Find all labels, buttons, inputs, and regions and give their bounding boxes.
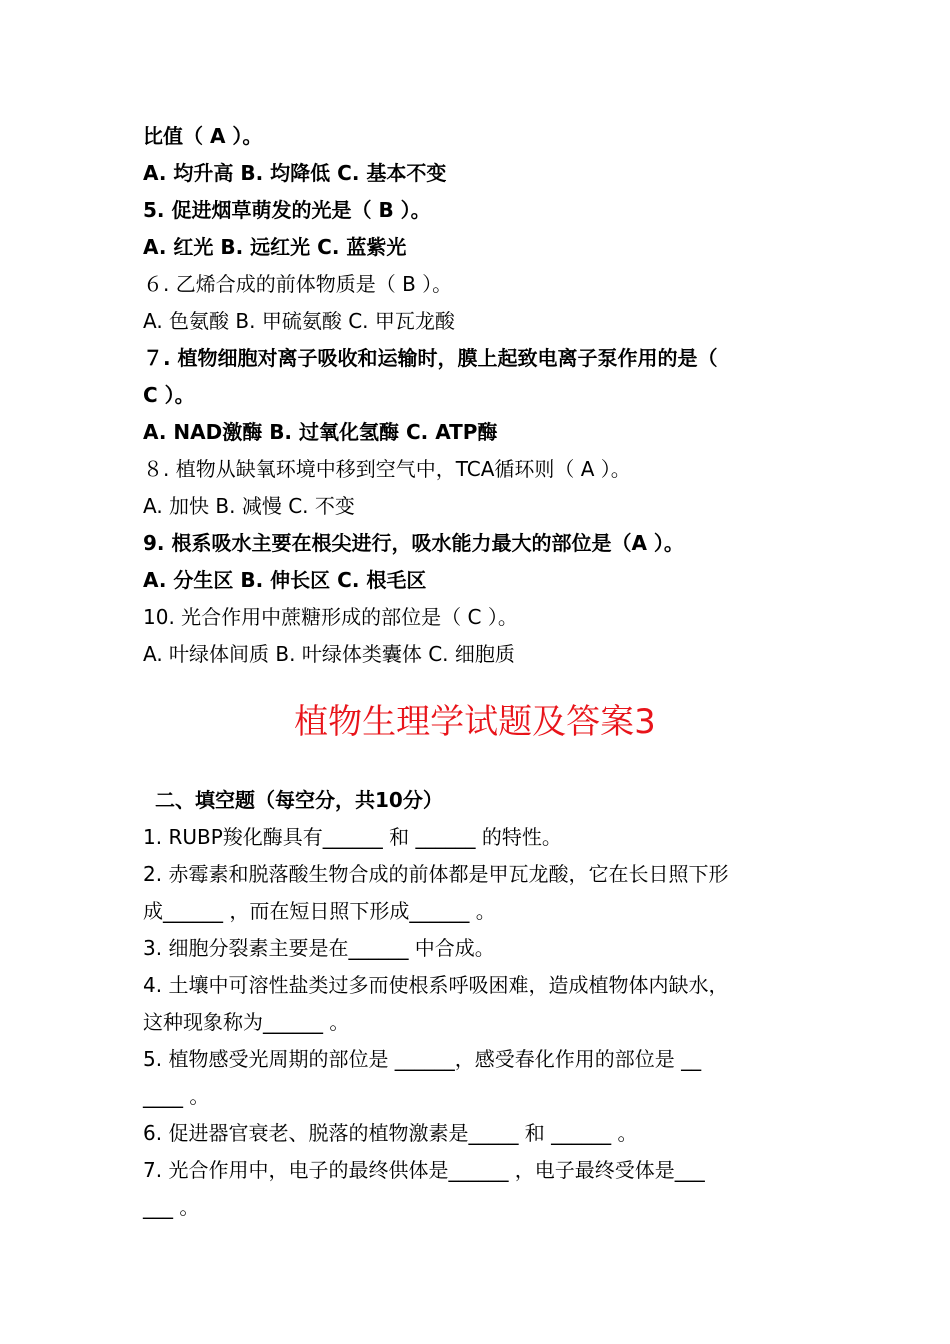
- question-6: ６. 乙烯合成的前体物质是（ B ）。: [143, 272, 453, 296]
- fill-in-section: [143, 782, 823, 1226]
- question-7: ７. 植物细胞对离子吸收和运输时，膜上起致电离子泵作用的是（: [143, 346, 718, 370]
- fill-question-1: 1. RUBP羧化酶具有______ 和 ______ 的特性。: [143, 825, 562, 849]
- question-10: 10. 光合作用中蔗糖形成的部位是（ C ）。: [143, 605, 518, 629]
- option-line: A. NAD激酶 B. 过氧化氢酶 C. ATP酶: [143, 420, 498, 444]
- section-heading: 二、填空题（每空分，共10分）: [155, 788, 443, 812]
- document-title: 植物生理学试题及答案3: [294, 702, 656, 742]
- fill-question-6: 6. 促进器官衰老、脱落的植物激素是_____ 和 ______ 。: [143, 1121, 638, 1145]
- text-line: 比值（ A ）。: [143, 124, 263, 148]
- fill-question-3: 3. 细胞分裂素主要是在______ 中合成。: [143, 936, 495, 960]
- option-line: A. 叶绿体间质 B. 叶绿体类囊体 C. 细胞质: [143, 642, 515, 666]
- question-8: ８. 植物从缺氧环境中移到空气中，TCA循环则（ A ）。: [143, 457, 631, 481]
- question-5: 5. 促进烟草萌发的光是（ B ）。: [143, 198, 431, 222]
- option-line: A. 加快 B. 减慢 C. 不变: [143, 494, 355, 518]
- fill-question-7-continued: ___ 。: [143, 1195, 200, 1219]
- question-list-part1: [143, 118, 823, 673]
- question-9: 9. 根系吸水主要在根尖进行，吸水能力最大的部位是（A ）。: [143, 531, 684, 555]
- fill-question-2-continued: 成______ ，而在短日照下形成______ 。: [143, 899, 496, 923]
- fill-question-5-continued: ____ 。: [143, 1084, 210, 1108]
- fill-question-4-continued: 这种现象称为______ 。: [143, 1010, 350, 1034]
- option-line: A. 红光 B. 远红光 C. 蓝紫光: [143, 235, 407, 259]
- fill-question-4: 4. 土壤中可溶性盐类过多而使根系呼吸困难，造成植物体内缺水，: [143, 973, 729, 997]
- option-line: A. 色氨酸 B. 甲硫氨酸 C. 甲瓦龙酸: [143, 309, 455, 333]
- option-line: A. 分生区 B. 伸长区 C. 根毛区: [143, 568, 427, 592]
- option-line: A. 均升高 B. 均降低 C. 基本不变: [143, 161, 447, 185]
- fill-question-2: 2. 赤霉素和脱落酸生物合成的前体都是甲瓦龙酸，它在长日照下形: [143, 862, 729, 886]
- fill-question-5: 5. 植物感受光周期的部位是 ______，感受春化作用的部位是 __: [143, 1047, 702, 1071]
- fill-question-7: 7. 光合作用中，电子的最终供体是______ ，电子最终受体是___: [143, 1158, 705, 1182]
- question-7-continued: C ）。: [143, 383, 195, 407]
